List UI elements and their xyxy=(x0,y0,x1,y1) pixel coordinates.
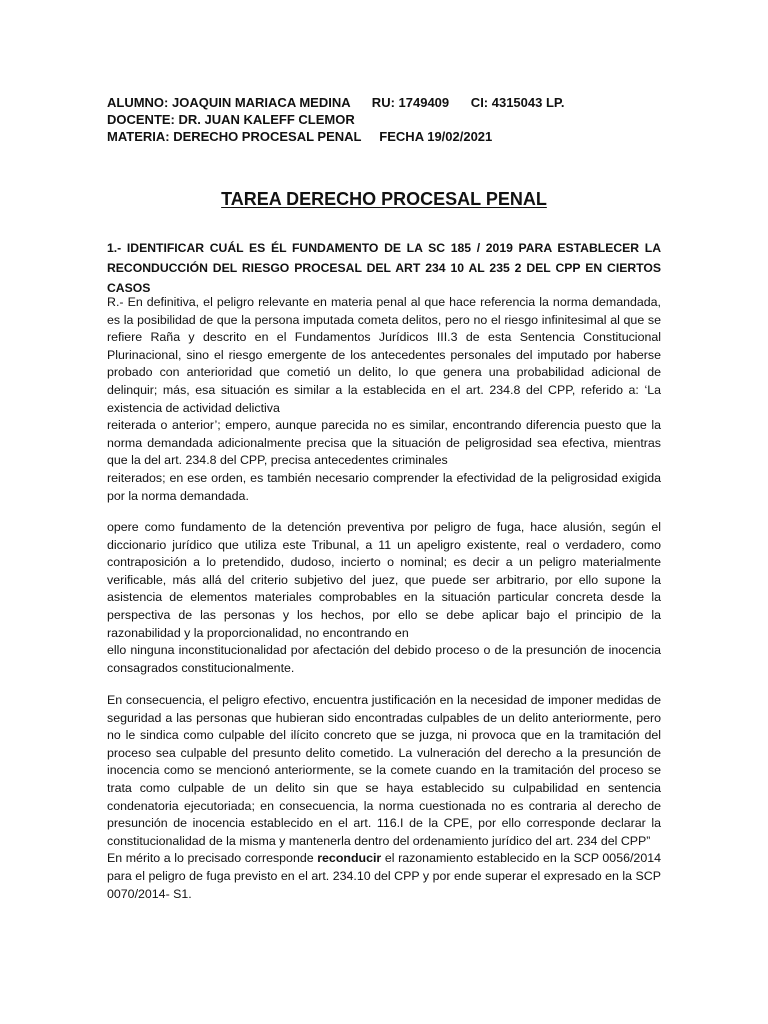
answer-paragraph-3-part-a: En consecuencia, el peligro efectivo, encuentra justificación en la necesidad de imponer medidas de seguridad a las personas que hubieran sido encontradas culpables de un delito anteriormente, pero no le sindica como culpable del ilícito concreto que se juzga, ni provoca que en la tramitación del proceso sea culpable del presunto delito cometido. La vulneración del derecho a la presunción de inocencia como se mencionó anteriormente, se la comete cuando en la tramitación del proceso se trata como culpable de un delito sin que se haya establecido su culpabilidad en sentencia condenatoria ejecutoriada; en consecuencia, la norma cuestionada no es contraria al derecho de presunción de inocencia establecido en el art. 116.I de la CPE, por ello corresponde declarar la constitucionalidad de la misma y mantenerla dentro del ordenamiento jurídico del art. 234 del CPP” xyxy=(107,693,661,848)
document-header xyxy=(107,94,667,145)
answer-paragraph-2-part-a: opere como fundamento de la detención preventiva por peligro de fuga, hace alusión, según el diccionario jurídico que utiliza este Tribunal, a 11 un apeligro existente, real o verdadero, como contraposición a lo pretendido, dudoso, incierto o nominal; es decir a un peligro materialmente verificable, más allá del criterio subjetivo del juez, que puede ser arbitrario, por ello supone la asistencia de elementos materiales comprobables en la situación particular concreta desde la perspectiva de las personas y los hechos, por ello se debe aplicar bajo el principio de la razonabilidad y la proporcionalidad, no encontrando en xyxy=(107,520,661,640)
conclusion-keyword: reconducir xyxy=(317,851,382,866)
answer-paragraph-1 xyxy=(107,294,661,505)
answer-paragraph-1-part-c: reiterados; en ese orden, es también necesario comprender la efectividad de la peligrosidad exigida por la norma demandada. xyxy=(107,470,661,503)
header-teacher-line: DOCENTE: DR. JUAN KALEFF CLEMOR xyxy=(107,112,355,127)
answer-paragraph-1-part-a: R.- En definitiva, el peligro relevante en materia penal al que hace referencia la norma demandada, es la posibilidad de que la persona imputada cometa delitos, pero no el riesgo infinitesimal al que se refiere Raña y descrito en el Fundamentos Jurídicos III.3 de esta Sentencia Constitucional Plurinacional, sino el riesgo emergente de los antecedentes personales del imputado por haberse probado con anterioridad que cometió un delito, lo que genera una probabilidad adicional de delinquir; más, esa situación es similar a la establecida en el art. 234.8 del CPP, referido a: ‘La existencia de actividad delictiva xyxy=(107,295,661,415)
answer-paragraph-1-part-b: reiterada o anterior’; empero, aunque parecida no es similar, encontrando diferencia puesto que la norma demandada adicionalmente precisa que la situación de peligrosidad sea efectiva, mientras que la del art. 234.8 del CPP, precisa antecedentes criminales xyxy=(107,418,661,468)
question-heading: 1.- IDENTIFICAR CUÁL ES ÉL FUNDAMENTO DE LA SC 185 / 2019 PARA ESTABLECER LA RECONDUCCIÓN DEL RIESGO PROCESAL DEL ART 234 10 AL 235 2 DEL CPP EN CIERTOS CASOS xyxy=(107,241,661,295)
answer-paragraph-2 xyxy=(107,519,661,677)
header-subject-line: MATERIA: DERECHO PROCESAL PENAL FECHA 19/02/2021 xyxy=(107,129,493,144)
header-student-line: ALUMNO: JOAQUIN MARIACA MEDINA RU: 1749409 CI: 4315043 LP. xyxy=(107,95,565,110)
document-title-container xyxy=(0,188,768,210)
answer-paragraph-3 xyxy=(107,692,661,903)
conclusion-text-post: el razonamiento establecido en la SCP 0056/2014 para el peligro de fuga previsto en el art. 234.10 del CPP y por ende superar el expresado en la SCP 0070/2014- S1. xyxy=(107,851,661,901)
answer-paragraph-3-part-b xyxy=(107,850,661,903)
conclusion-text-pre: En mérito a lo precisado corresponde xyxy=(107,851,318,866)
answer-paragraph-2-part-b: ello ninguna inconstitucionalidad por afectación del debido proceso o de la presunción de inocencia consagrados constitucionalmente. xyxy=(107,643,661,675)
document-title: TAREA DERECHO PROCESAL PENAL xyxy=(221,189,547,209)
